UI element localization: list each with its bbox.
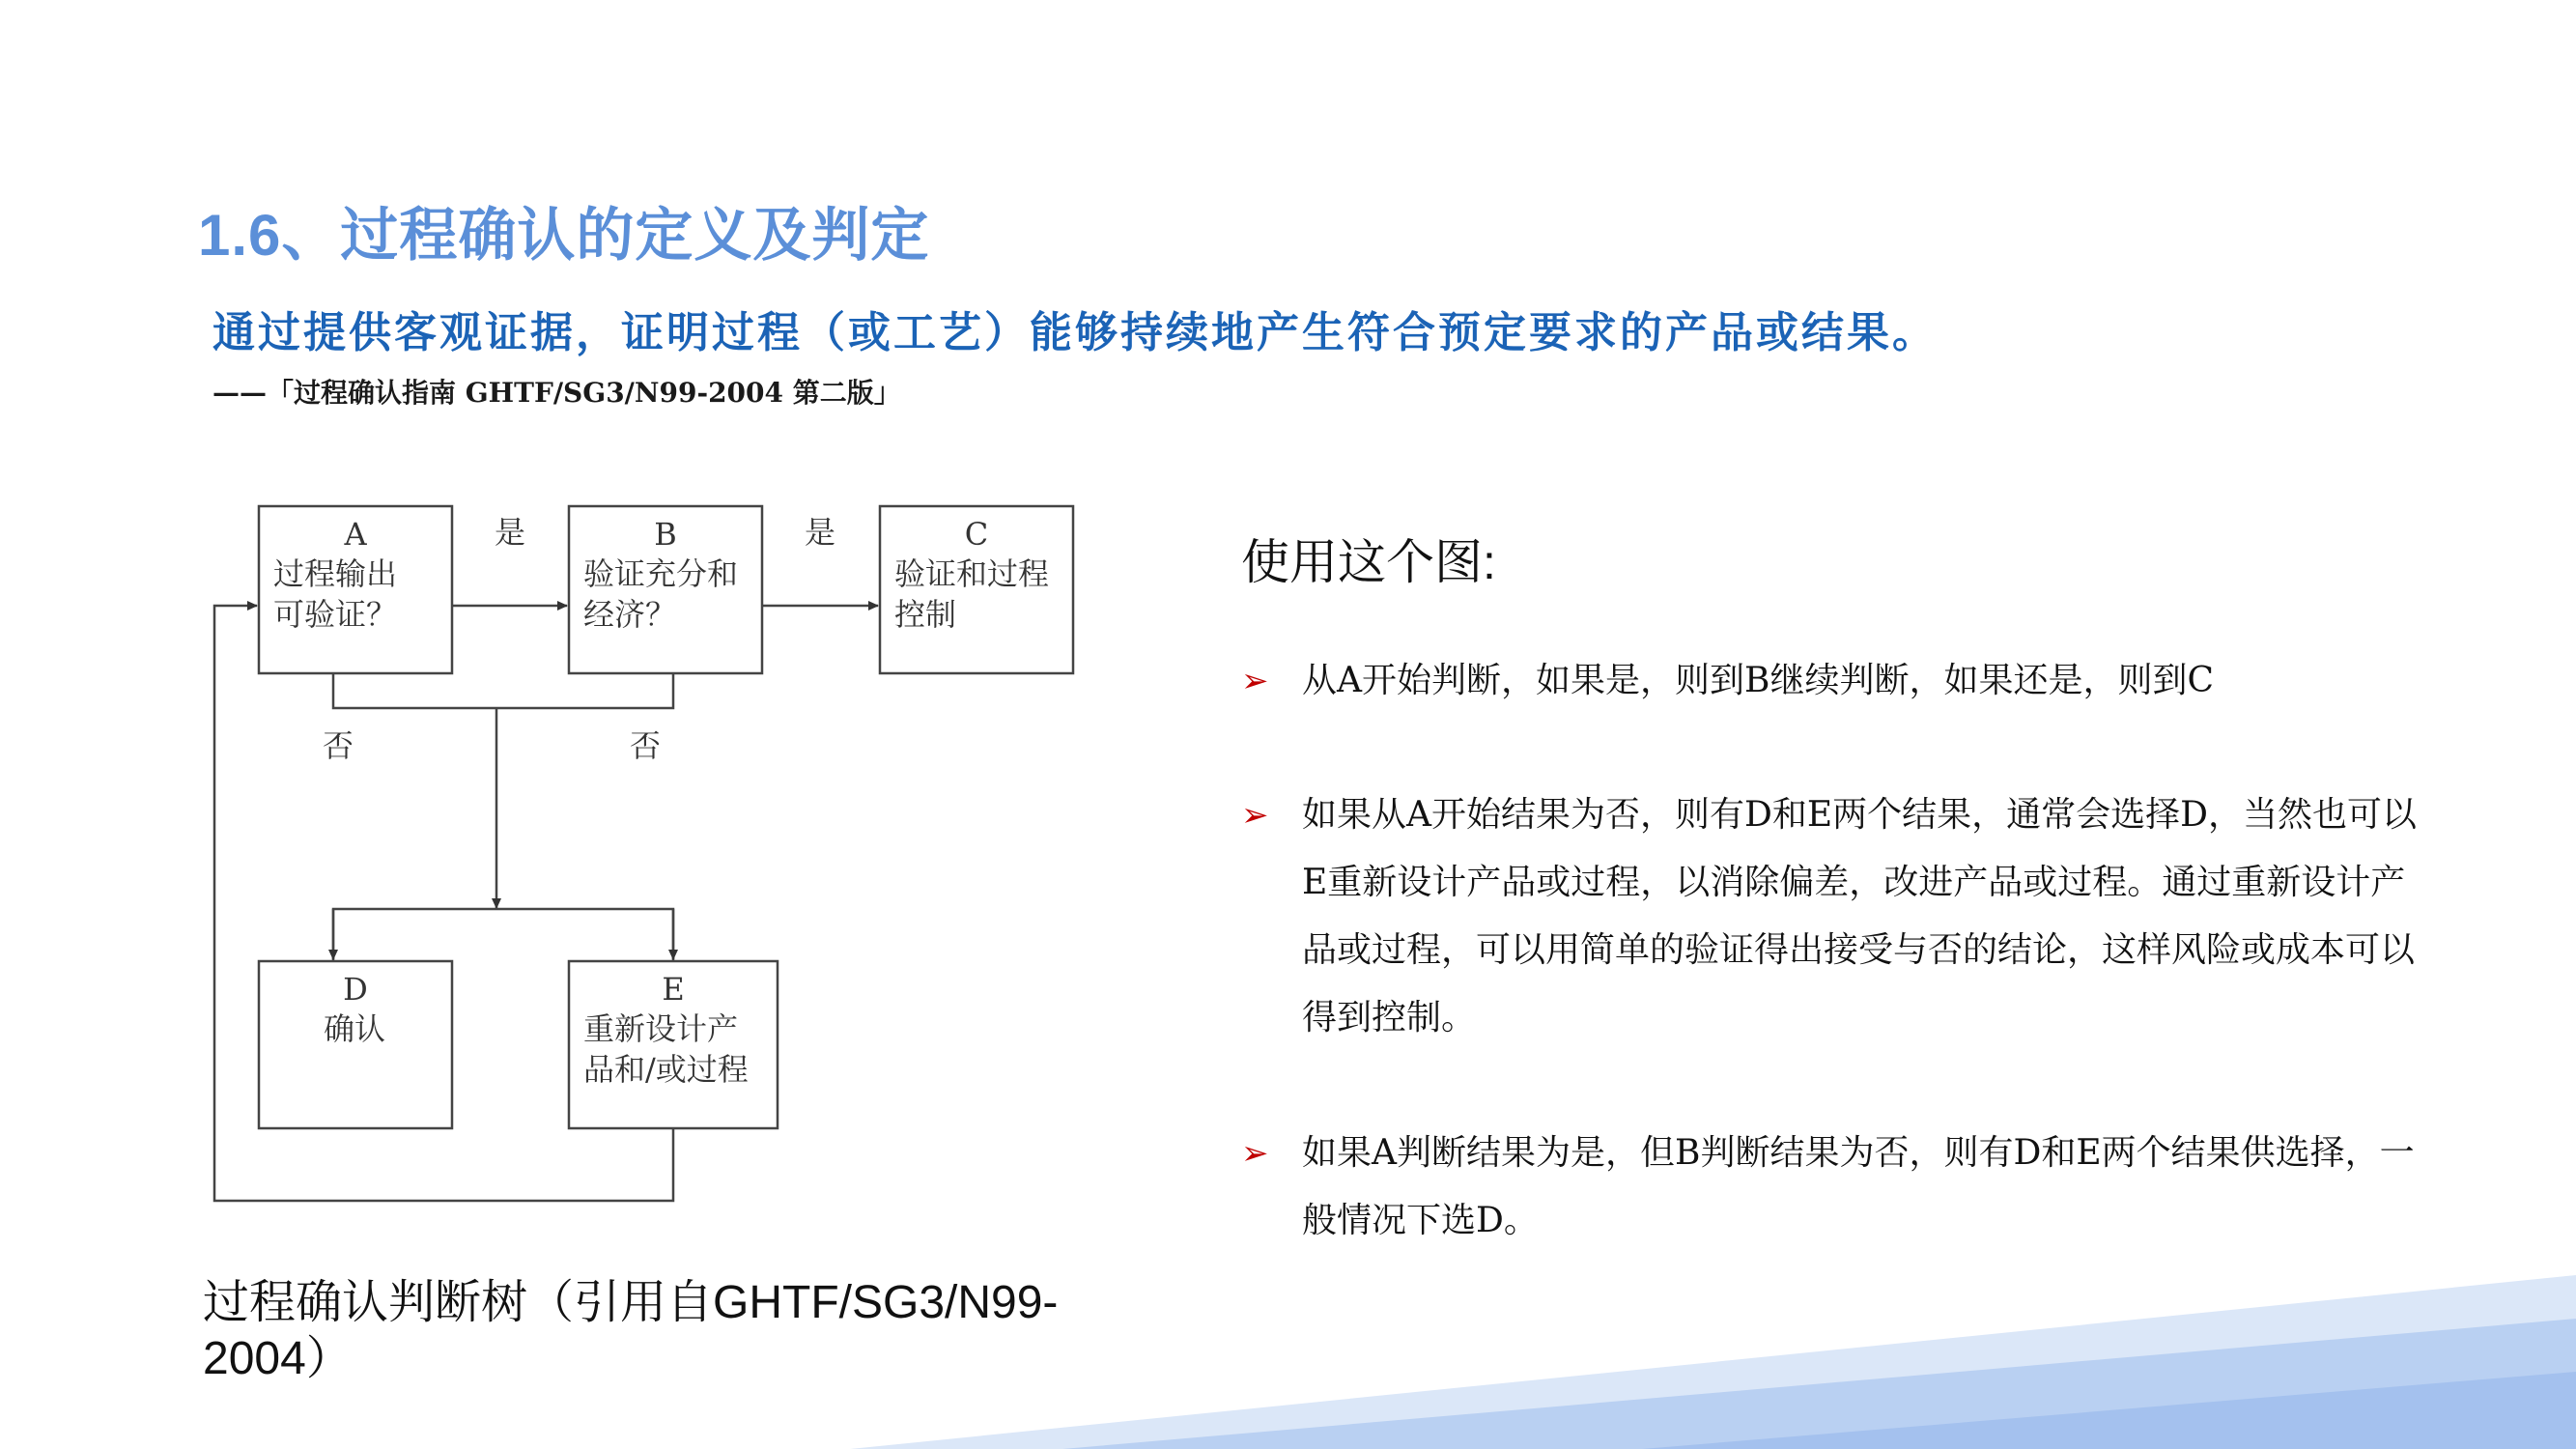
- label-yes-ab: 是: [494, 514, 526, 551]
- usage-heading: 使用这个图:: [1241, 535, 1496, 589]
- arrow-bullet-icon: ➢: [1241, 1134, 1269, 1173]
- box-e-line1: 重新设计产: [583, 1010, 739, 1047]
- box-e-line2: 品和/或过程: [583, 1051, 749, 1088]
- connector-a-no: [333, 673, 673, 708]
- bullet-text: 如果从A开始结果为否，则有D和E两个结果，通常会选择D，当然也可以E重新设计产品或过程，以消除偏差，改进产品或过程。通过重新设计产品或过程，可以用简单的验证得出接受与否的结论，这样风险或成本可以得到控制。: [1302, 795, 2418, 1037]
- box-b-line2: 经济？: [583, 596, 677, 633]
- bullet-item: [1241, 1120, 2439, 1255]
- box-a-letter: A: [344, 516, 367, 553]
- diagram-caption: 过程确认判断树（引用自GHTF/SG3/N99-2004）: [203, 1277, 1059, 1384]
- bullet-text: 如果A判断结果为是，但B判断结果为否，则有D和E两个结果供选择，一般情况下选D。: [1302, 1133, 2415, 1240]
- box-a-line1: 过程输出: [273, 555, 398, 592]
- bullet-item: [1241, 781, 2439, 1052]
- label-yes-bc: 是: [804, 514, 836, 551]
- label-no-b: 否: [629, 727, 662, 764]
- box-b-letter: B: [654, 516, 677, 553]
- arrow-bullet-icon: ➢: [1241, 796, 1269, 835]
- page-title: 1.6、过程确认的定义及判定: [198, 203, 930, 268]
- connector-split: [333, 909, 673, 961]
- box-d-letter: D: [343, 971, 368, 1008]
- box-e-letter: E: [662, 971, 685, 1008]
- feedback-loop-e-to-a: [214, 606, 673, 1201]
- box-c-line2: 控制: [894, 596, 957, 633]
- decision-tree-diagram: [0, 0, 1159, 1256]
- box-b-line1: 验证充分和: [583, 555, 739, 592]
- label-no-a: 否: [322, 727, 354, 764]
- box-c-letter: C: [964, 516, 989, 553]
- arrow-bullet-icon: ➢: [1241, 662, 1269, 700]
- box-c-line1: 验证和过程: [894, 555, 1050, 592]
- definition-text: 通过提供客观证据，证明过程（或工艺）能够持续地产生符合预定要求的产品或结果。: [212, 308, 1938, 357]
- box-a-line2: 可验证？: [273, 596, 398, 633]
- bullet-text: 从A开始判断，如果是，则到B继续判断，如果还是，则到C: [1302, 661, 2214, 700]
- source-citation: ——「过程确认指南 GHTF/SG3/N99-2004 第二版」: [212, 377, 901, 409]
- bullet-item: [1241, 647, 2439, 715]
- box-d-line1: 确认: [324, 1010, 386, 1047]
